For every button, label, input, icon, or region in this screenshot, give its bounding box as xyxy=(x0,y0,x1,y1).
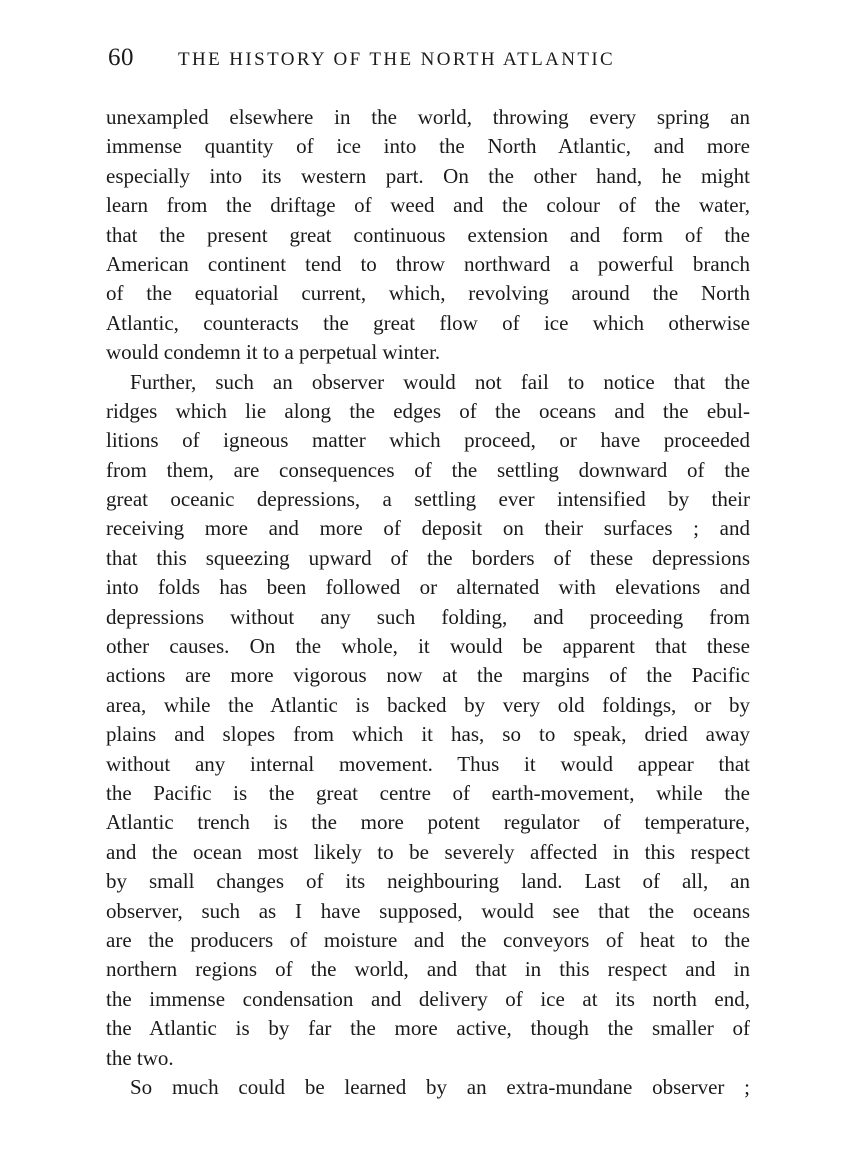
text-line: by small changes of its neighbouring land. Last of all, an xyxy=(106,869,750,894)
text-line: ridges which lie along the edges of the oceans and the ebul- xyxy=(106,398,750,423)
paragraph-start-line: So much could be learned by an extra-mundane observer ; xyxy=(130,1074,750,1099)
text-line: of the equatorial current, which, revolving around the North xyxy=(106,281,750,306)
text-line: that the present great continuous extension and form of the xyxy=(106,222,750,247)
text-line: unexampled elsewhere in the world, throwing every spring an xyxy=(106,105,750,129)
page-number: 60 xyxy=(108,44,134,71)
paragraph-start-line: Further, such an observer would not fail to notice that the xyxy=(130,369,750,394)
paragraph-end-line: would condemn it to a perpetual winter. xyxy=(106,340,441,365)
text-line: Atlantic trench is the more potent regulator of temperature, xyxy=(106,810,750,835)
text-line: immense quantity of ice into the North Atlantic, and more xyxy=(106,134,750,159)
text-line: actions are more vigorous now at the margins of the Pacific xyxy=(106,663,750,688)
text-line: are the producers of moisture and the conveyors of heat to the xyxy=(106,927,750,952)
text-line: and the ocean most likely to be severely affected in this respect xyxy=(106,839,750,864)
text-line: American continent tend to throw northward a powerful branch xyxy=(106,251,750,276)
text-line: from them, are consequences of the settling downward of the xyxy=(106,457,750,482)
running-head xyxy=(108,44,748,78)
running-title: THE HISTORY OF THE NORTH ATLANTIC xyxy=(178,49,616,70)
text-line: great oceanic depressions, a settling ever intensified by their xyxy=(106,487,750,512)
text-line: the Pacific is the great centre of earth-movement, while the xyxy=(106,780,750,805)
text-line: observer, such as I have supposed, would see that the oceans xyxy=(106,898,750,923)
text-line: northern regions of the world, and that in this respect and in xyxy=(106,957,750,982)
text-line: plains and slopes from which it has, so to speak, dried away xyxy=(106,722,750,747)
text-line: Atlantic, counteracts the great flow of ice which otherwise xyxy=(106,310,750,335)
text-line: the immense condensation and delivery of ice at its north end, xyxy=(106,986,750,1011)
body-text xyxy=(106,103,750,1102)
text-line: the Atlantic is by far the more active, though the smaller of xyxy=(106,1016,750,1041)
paragraph-end-line: the two. xyxy=(106,1045,174,1070)
text-line: that this squeezing upward of the borders of these depressions xyxy=(106,545,750,570)
text-line: especially into its western part. On the other hand, he might xyxy=(106,163,750,188)
text-line: receiving more and more of deposit on their surfaces ; and xyxy=(106,516,750,541)
text-line: area, while the Atlantic is backed by very old foldings, or by xyxy=(106,692,750,717)
text-line: litions of igneous matter which proceed, or have proceeded xyxy=(106,428,750,453)
text-line: without any internal movement. Thus it would appear that xyxy=(106,751,750,776)
text-line: other causes. On the whole, it would be apparent that these xyxy=(106,634,750,659)
text-line: learn from the driftage of weed and the colour of the water, xyxy=(106,193,750,218)
text-line: depressions without any such folding, and proceeding from xyxy=(106,604,750,629)
text-line: into folds has been followed or alternated with elevations and xyxy=(106,575,750,600)
